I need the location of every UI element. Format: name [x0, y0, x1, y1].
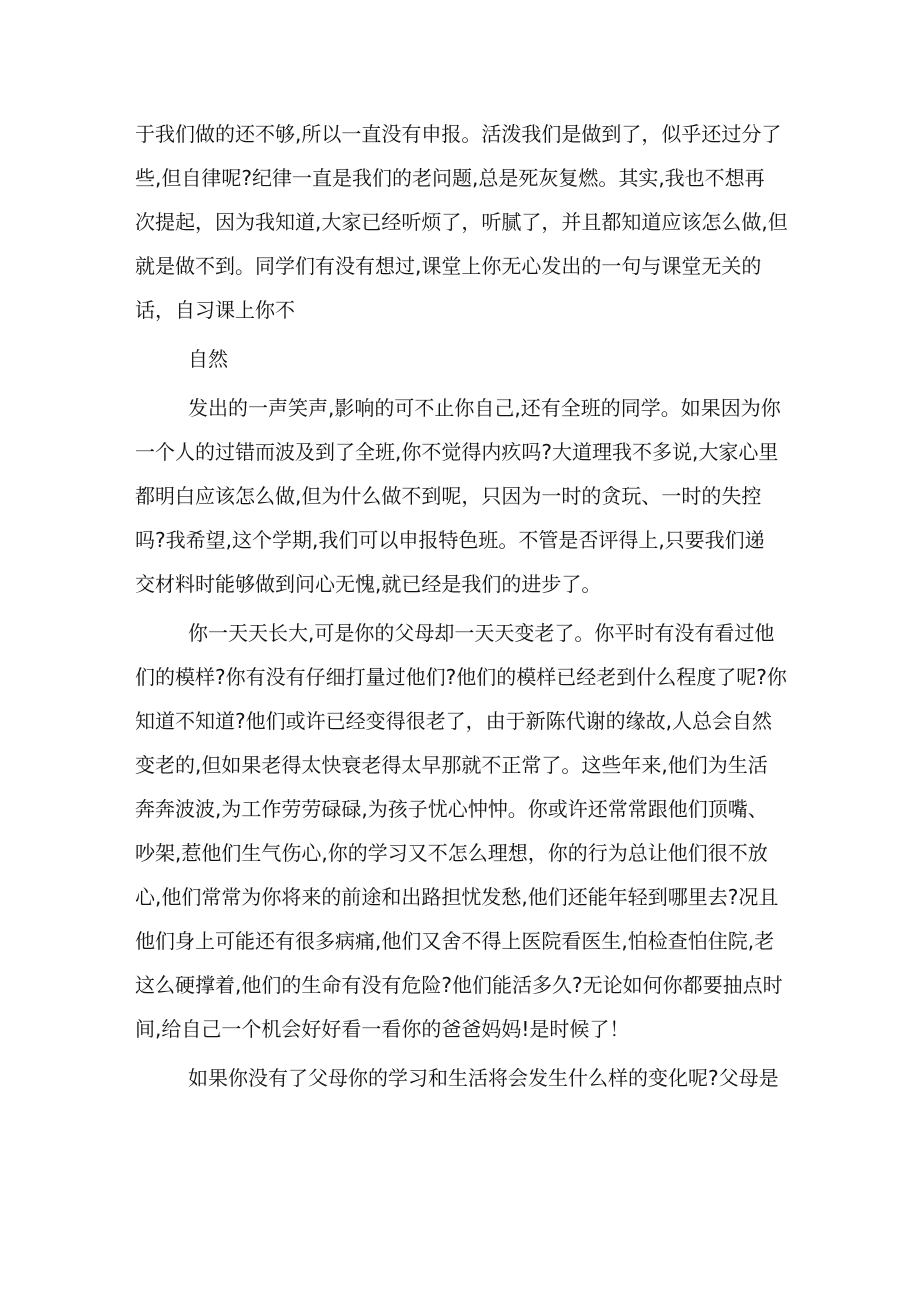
text-line: 话，自习课上你不	[135, 298, 295, 322]
paragraph-1	[135, 112, 795, 332]
text-line: 吵架,惹他们生气伤心,你的学习又不怎么理想，你的行为总让他们很不放	[135, 841, 768, 865]
text-line: 知道不知道?他们或许已经变得很老了，由于新陈代谢的缘故,人总会自然	[135, 709, 772, 733]
text-line: 他们身上可能还有很多病痛,他们又舍不得上医院看医生,怕检查怕住院,老	[135, 929, 775, 953]
paragraph-3	[135, 386, 795, 606]
text-line: 于我们做的还不够,所以一直没有申报。活泼我们是做到了，似乎还过分了	[135, 122, 782, 146]
text-line: 都明白应该怎么做,但为什么做不到呢，只因为一时的贪玩、一时的失控	[135, 484, 762, 508]
text-line: 发出的一声笑声,影响的可不止你自己,还有全班的同学。如果因为你	[188, 396, 781, 420]
text-line: 心,他们常常为你将来的前途和出路担忧发愁,他们还能年轻到哪里去?况且	[135, 885, 779, 909]
text-line: 吗?我希望,这个学期,我们可以申报特色班。不管是否评得上,只要我们递	[135, 528, 765, 552]
text-line: 些,但自律呢?纪律一直是我们的老问题,总是死灰复燃。其实,我也不想再	[135, 166, 765, 190]
text-line: 们的模样?你有没有仔细打量过他们?他们的模样已经老到什么程度了呢?你	[135, 665, 787, 689]
text-line: 交材料时能够做到问心无愧,就已经是我们的进步了。	[135, 572, 602, 596]
text-line: 奔奔波波,为工作劳劳碌碌,为孩子忧心忡忡。你或许还常常跟他们顶嘴、	[135, 797, 768, 821]
text-line: 自然	[188, 347, 228, 371]
text-line: 次提起，因为我知道,大家已经听烦了，听腻了，并且都知道应该怎么做,但	[135, 210, 788, 234]
text-line: 间,给自己一个机会好好看一看你的爸爸妈妈!是时候了！	[135, 1017, 630, 1041]
document-body	[135, 112, 795, 1100]
text-line: 变老的,但如果老得太快衰老得太早那就不正常了。这些年来,他们为生活	[135, 753, 768, 777]
paragraph-2	[135, 337, 795, 381]
text-line: 一个人的过错而波及到了全班,你不觉得内疚吗?大道理我不多说,大家心里	[135, 440, 779, 464]
text-line: 这么硬撑着,他们的生命有没有危险?他们能活多久?无论如何你都要抽点时	[135, 973, 783, 997]
paragraph-5	[135, 1056, 795, 1100]
text-line: 就是做不到。同学们有没有想过,课堂上你无心发出的一句与课堂无关的	[135, 254, 762, 278]
text-line: 你一天天长大,可是你的父母却一天天变老了。你平时有没有看过他	[188, 621, 775, 645]
paragraph-4	[135, 611, 795, 1051]
text-line: 如果你没有了父母你的学习和生活将会发生什么样的变化呢?父母是	[188, 1066, 779, 1090]
